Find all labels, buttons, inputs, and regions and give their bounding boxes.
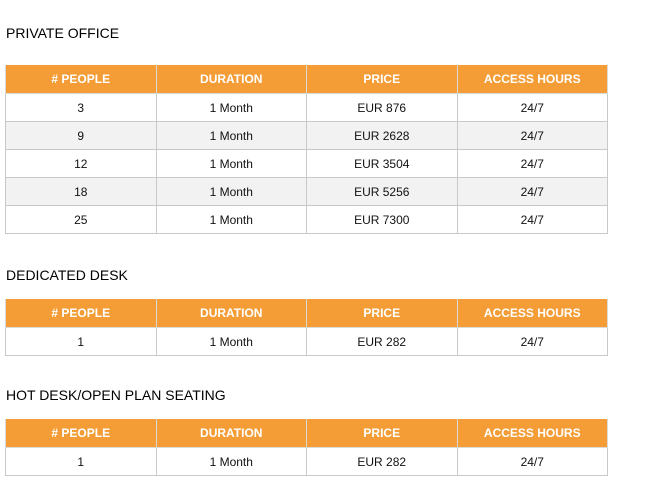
table-header-row [6,65,608,94]
cell-people: 25 [6,206,157,234]
section-title-hot-desk: HOT DESK/OPEN PLAN SEATING [6,387,226,403]
column-header-access-hours: ACCESS HOURS [457,419,608,448]
cell-access-hours: 24/7 [457,122,608,150]
cell-duration: 1 Month [156,448,307,476]
cell-access-hours: 24/7 [457,328,608,356]
cell-duration: 1 Month [156,122,307,150]
cell-duration: 1 Month [156,328,307,356]
column-header-price: PRICE [307,299,458,328]
pricing-table-dedicated-desk [5,299,608,356]
column-header-duration: DURATION [156,419,307,448]
cell-duration: 1 Month [156,150,307,178]
cell-access-hours: 24/7 [457,150,608,178]
table-row [6,150,608,178]
table-row [6,178,608,206]
cell-duration: 1 Month [156,206,307,234]
cell-price: EUR 876 [307,94,458,122]
cell-people: 1 [6,328,157,356]
cell-people: 9 [6,122,157,150]
cell-access-hours: 24/7 [457,94,608,122]
pricing-table-hot-desk [5,419,608,476]
cell-people: 1 [6,448,157,476]
column-header-price: PRICE [307,419,458,448]
cell-price: EUR 282 [307,448,458,476]
section-title-dedicated-desk: DEDICATED DESK [6,267,128,283]
cell-access-hours: 24/7 [457,206,608,234]
column-header-access-hours: ACCESS HOURS [457,65,608,94]
column-header-access-hours: ACCESS HOURS [457,299,608,328]
cell-price: EUR 5256 [307,178,458,206]
table-row [6,206,608,234]
pricing-table-private-office [5,65,608,234]
table-row [6,328,608,356]
column-header-price: PRICE [307,65,458,94]
table-row [6,448,608,476]
table-header-row [6,419,608,448]
column-header-duration: DURATION [156,65,307,94]
table-header-row [6,299,608,328]
cell-people: 18 [6,178,157,206]
cell-duration: 1 Month [156,178,307,206]
cell-price: EUR 7300 [307,206,458,234]
cell-access-hours: 24/7 [457,448,608,476]
column-header-people: # PEOPLE [6,65,157,94]
column-header-duration: DURATION [156,299,307,328]
cell-price: EUR 3504 [307,150,458,178]
column-header-people: # PEOPLE [6,419,157,448]
cell-price: EUR 2628 [307,122,458,150]
cell-duration: 1 Month [156,94,307,122]
cell-access-hours: 24/7 [457,178,608,206]
cell-price: EUR 282 [307,328,458,356]
table-row [6,122,608,150]
cell-people: 12 [6,150,157,178]
section-title-private-office: PRIVATE OFFICE [6,25,120,41]
table-row [6,94,608,122]
cell-people: 3 [6,94,157,122]
column-header-people: # PEOPLE [6,299,157,328]
